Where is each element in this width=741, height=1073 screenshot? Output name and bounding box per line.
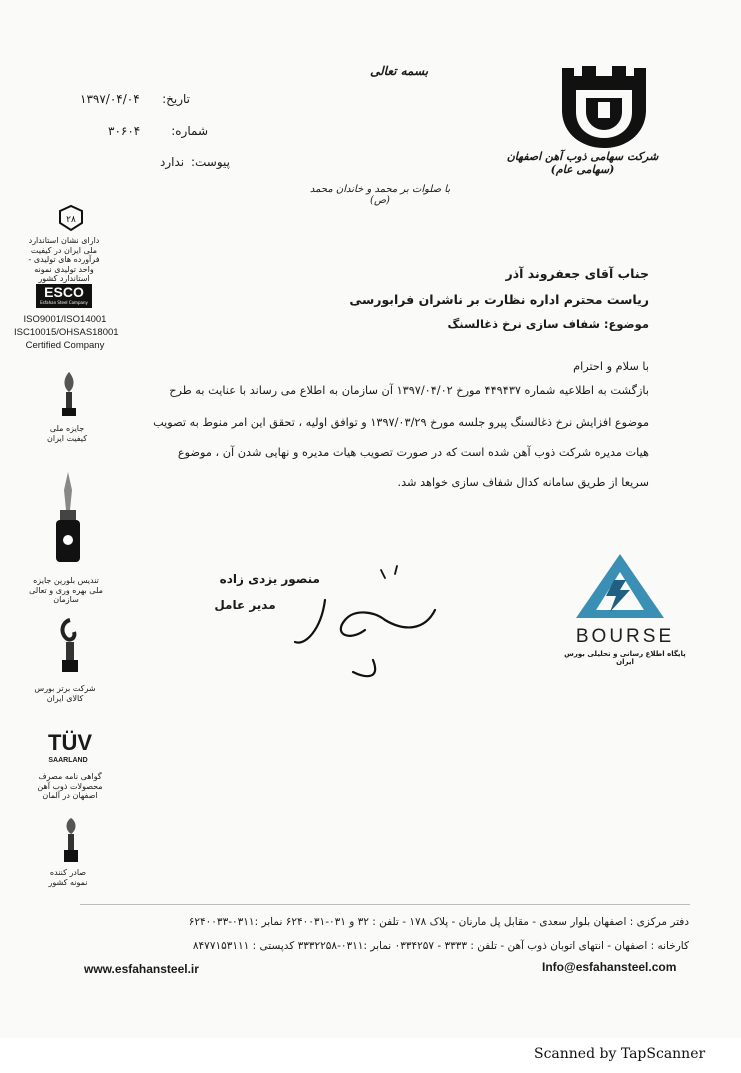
footer-divider (80, 904, 690, 905)
invocation: بسمه تعالی (370, 64, 429, 78)
tuv-caption: گواهی نامه مصرف محصولات ذوب آهن اصفهان در آلمان (37, 772, 103, 801)
iso-line-2: ISC10015/OHSAS18001 (14, 327, 119, 338)
tuv-sub: SAARLAND (48, 757, 88, 764)
esco-sub: Esfahan Steel Company (40, 300, 88, 305)
quality-award-trophy-icon (54, 370, 84, 420)
addressee-title: ریاست محترم اداره نظارت بر ناشران فرابورسی (349, 292, 649, 307)
standard-mark-icon (56, 203, 86, 233)
award-top-company: شرکت برتر بورس کالای ایران (34, 684, 96, 703)
award-crystal-statue: تندیس بلورین جایزه ملی بهره وری و تعالی سازمان (29, 576, 103, 605)
footer-website[interactable]: www.esfahansteel.ir (84, 962, 199, 976)
body-line-2: موضوع افزایش نرخ ذغالسنگ پیرو جلسه مورخ ۱۳۹۷/۰۳/۲۹ و توافق اولیه ، تحقق این امر منوط به تصویب (153, 416, 649, 429)
date-label: تاریخ: (162, 92, 190, 106)
body-line-4: سریعا از طریق سامانه کدال شفاف سازی خواهد شد. (397, 476, 649, 489)
company-logo (552, 58, 656, 150)
number-value: ۳۰۶۰۴ (108, 124, 141, 138)
greeting: با سلام و احترام (573, 360, 649, 373)
bourse-stamp (560, 550, 690, 666)
iso-line-3: Certified Company (25, 340, 105, 351)
bourse-caption: پایگاه اطلاع رسانی و تحلیلی بورس ایران (564, 650, 686, 666)
top-company-trophy-icon (54, 616, 86, 676)
esco-logo: ESCO (44, 284, 84, 300)
number-row (108, 124, 208, 138)
exporter-award-icon (56, 816, 86, 866)
iso-line-1: ISO9001/ISO14001 (23, 314, 107, 325)
number-label: شماره: (171, 124, 208, 138)
bourse-brand: BOURSE (575, 626, 675, 647)
bourse-logo-icon (560, 550, 690, 624)
date-row (80, 92, 190, 106)
attachment-label: پیوست: (190, 155, 230, 169)
footer-email[interactable]: Info@esfahansteel.com (542, 960, 677, 974)
scanner-watermark: Scanned by TapScanner (534, 1046, 706, 1062)
tuv-logo: TÜV (48, 730, 92, 755)
attachment-value: ندارد (160, 155, 185, 169)
date-value: ۱۳۹۷/۰۴/۰۴ (80, 92, 140, 106)
esco-badge (36, 284, 92, 308)
letter-subject: موضوع: شفاف سازی نرخ ذغالسنگ (447, 317, 649, 331)
body-line-1: بازگشت به اطلاعیه شماره ۴۴۹۴۳۷ مورخ ۱۳۹۷/۰۴/۰۲ آن سازمان به اطلاع می رساند با عنایت به طرح (169, 384, 649, 397)
company-name: شرکت سهامی ذوب آهن اصفهان (سهامی عام) (506, 150, 659, 176)
signatory-title: مدیر عامل (214, 598, 276, 612)
exporter-award: صادر کننده نمونه کشور (48, 868, 88, 887)
crystal-statue-icon (50, 470, 86, 568)
handwritten-signature-icon (285, 560, 455, 690)
award-national-quality: جایزه ملی کیفیت ایران (46, 424, 88, 443)
attachment-row (160, 155, 230, 169)
body-line-3: هیات مدیره شرکت ذوب آهن شده است که در صورت تصویب هیات مدیره و نهایی شدن آن ، موضوع (177, 446, 649, 459)
footer-hq-address: دفتر مرکزی : اصفهان بلوار سعدی - مقابل پل مارنان - پلاک ۱۷۸ - تلفن : ۳۲ و ۰۳۱-۶۲۴۰۰۳۱ نمابر :۰۳۱۱-۶۲۴۰۰۳۳ (188, 916, 689, 928)
quality-caption: دارای نشان استاندارد ملی ایران در کیفیت فرآورده های تولیدی - واحد تولیدی نمونه استاندارد کشور (28, 236, 100, 284)
svg-text:۲۸: ۲۸ (66, 215, 76, 225)
religious-salutation: با صلوات بر محمد و خاندان محمد (ص) (309, 184, 451, 206)
signatory-name: منصور یزدی زاده (219, 572, 320, 586)
footer-factory-address: کارخانه : اصفهان - انتهای اتوبان ذوب آهن - تلفن : ۳۳۳۳ - ۰۳۳۴۲۵۷ نمابر :۰۳۱۱-۳۳۳۲۲۵۸ کدپستی : ۸۴۷۷۱۵۳۱۱۱ (192, 940, 689, 952)
esfahan-steel-logo-icon (552, 58, 656, 150)
addressee-name: جناب آقای جعفروند آذر (505, 266, 649, 281)
